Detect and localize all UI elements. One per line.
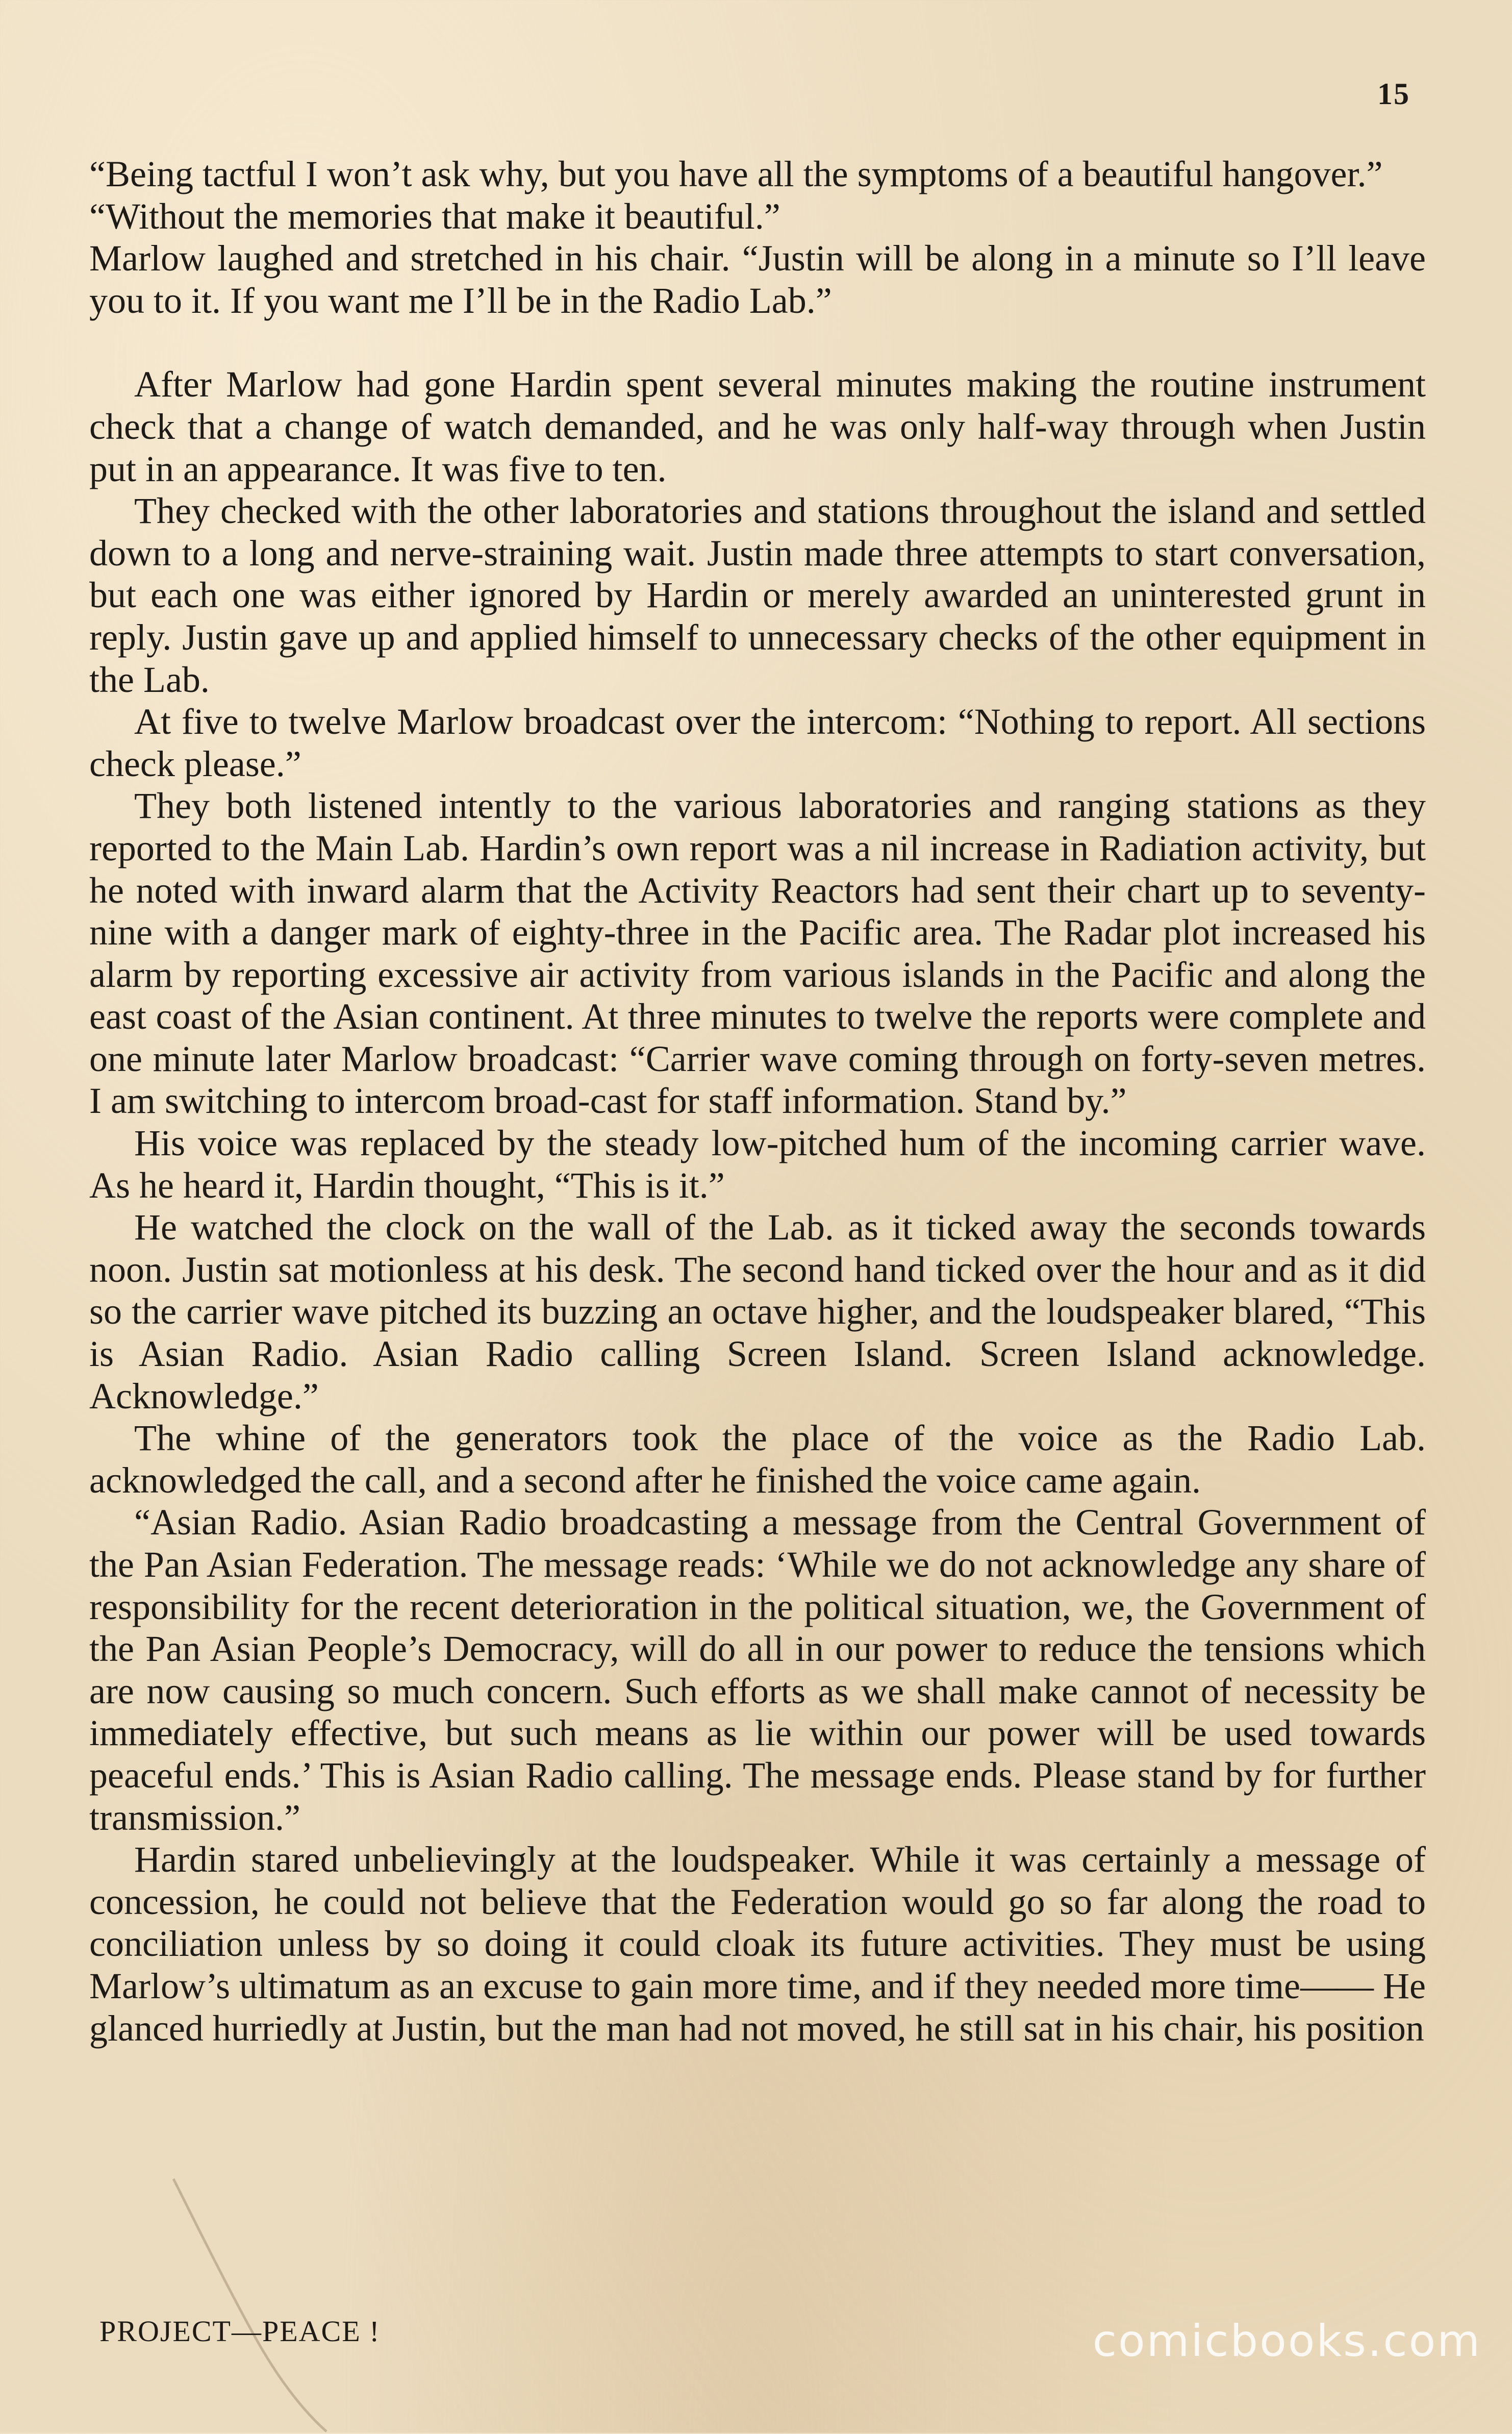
paper-crease [153,2169,337,2434]
paragraph: “Asian Radio. Asian Radio broadcasting a message from the Central Government of the Pan Asian Federation. The message reads: ‘While we do not acknowledge any share of responsibility for the recent deterioration in the political situation, we, the Government of the Pan Asian People’s Democracy, will do all in our power to reduce the tensions which are now causing so much concern. Such efforts as we shall make cannot of necessity be immediately effective, but such means as lie within our power will be used towards peaceful ends.’ This is Asian Radio calling. The message ends. Please stand by for further transmission.” [89,1502,1426,1838]
story-text [89,153,1426,2049]
paragraph: Marlow laughed and stretched in his chair. “Justin will be along in a minute so I’ll leave you to it. If you want me I’ll be in the Radio Lab.” [89,238,1426,321]
paragraph: He watched the clock on the wall of the Lab. as it ticked away the seconds towards noon. Justin sat motionless at his desk. The second hand ticked over the hour and as it did so the carrier wave pitched its buzzing an octave higher, and the loudspeaker blared, “This is Asian Radio. Asian Radio calling Screen Island. Screen Island acknowledge. Acknowledge.” [89,1207,1426,1417]
paragraph: Hardin stared unbelievingly at the loudspeaker. While it was certainly a message of concession, he could not believe that the Federation would go so far along the road to conciliation unless by so doing it could cloak its future activities. They must be using Marlow’s ultimatum as an excuse to gain more time, and if they needed more time—— He glanced hurriedly at Justin, but the man had not moved, he still sat in his chair, his position [89,1839,1426,2049]
footer-story-title: PROJECT—PEACE ! [99,2315,381,2348]
paragraph: “Without the memories that make it beautiful.” [89,195,780,237]
paragraph: “Being tactful I won’t ask why, but you have all the symptoms of a beautiful hangover.” [89,154,1383,194]
paragraph: After Marlow had gone Hardin spent several minutes making the routine instrument check that a change of watch demanded, and he was only half-way through when Justin put in an appearance. It was five to ten. [89,364,1426,489]
section-break [89,321,1426,363]
paragraph: They checked with the other laboratories and stations throughout the island and settled down to a long and nerve-straining wait. Justin made three attempts to start conversation, but each one was either ignored by Hardin or merely awarded an uninterested grunt in reply. Justin gave up and applied himself to unnecessary checks of the other equipment in the Lab. [89,490,1426,700]
paragraph: The whine of the generators took the place of the voice as the Radio Lab. acknowledged the call, and a second after he finished the voice came again. [89,1418,1426,1501]
paragraph: At five to twelve Marlow broadcast over the intercom: “Nothing to report. All sections check please.” [89,701,1426,784]
paragraph: His voice was replaced by the steady low-pitched hum of the incoming carrier wave. As he heard it, Hardin thought, “This is it.” [89,1123,1426,1206]
page-number: 15 [1377,77,1410,111]
watermark: comicbooks.com [1092,2316,1481,2367]
paragraph: They both listened intently to the various laboratories and ranging stations as they reported to the Main Lab. Hardin’s own report was a nil increase in Radiation activity, but he noted with inward alarm that the Activity Reactors had sent their chart up to seventy-nine with a danger mark of eighty-three in the Pacific area. The Radar plot increased his alarm by reporting excessive air activity from various islands in the Pacific and along the east coast of the Asian continent. At three minutes to twelve the reports were complete and one minute later Marlow broadcast: “Carrier wave coming through on forty-seven metres. I am switching to intercom broad-cast for staff information. Stand by.” [89,785,1426,1122]
